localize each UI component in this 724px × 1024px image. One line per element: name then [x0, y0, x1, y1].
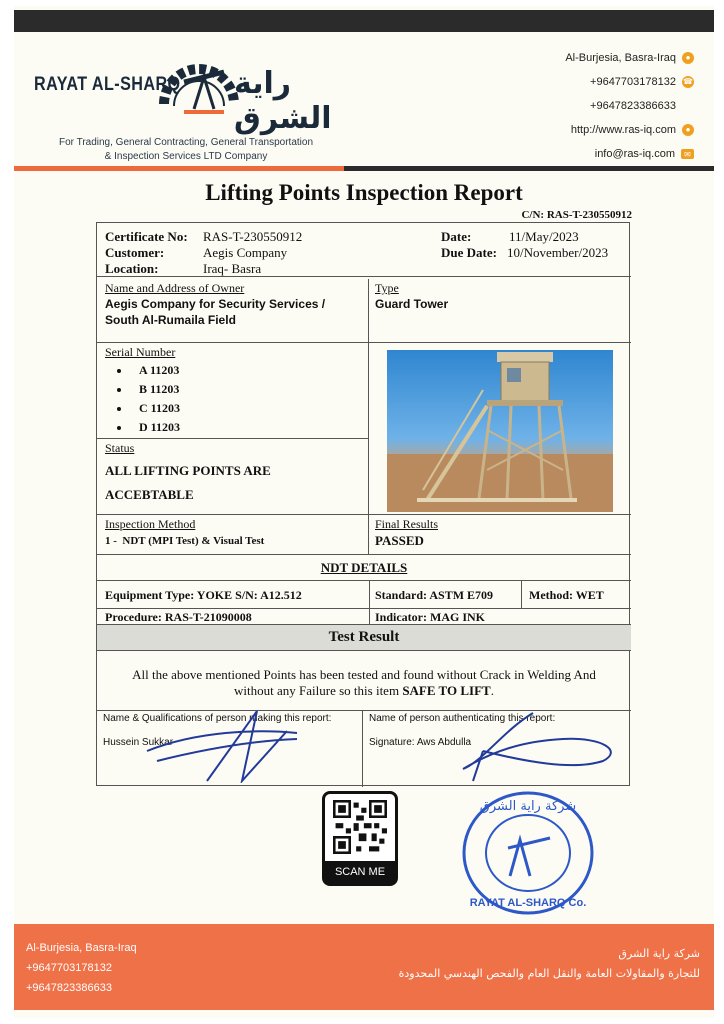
owner-line-2: South Al-Rumaila Field [105, 313, 236, 327]
final-result-cell [369, 515, 631, 555]
owner-cell [97, 279, 369, 343]
stamp-text-arabic: شركة راية الشرق [479, 799, 577, 814]
report-table [96, 222, 630, 786]
footer-phone-2: +9647823386633 [26, 982, 112, 994]
tagline-line-2: & Inspection Services LTD Company [104, 151, 268, 162]
due-date-label: Due Date: [441, 245, 497, 260]
footer-arabic-desc: للتجارة والمقاولات العامة والنقل العام والفحص الهندسي المحدودة [398, 967, 700, 980]
sig-left-name: Hussein Sukkar [103, 737, 174, 748]
type-label: Type [375, 281, 399, 295]
due-date-value: 10/November/2023 [507, 245, 609, 260]
serial-label: Serial Number [105, 345, 176, 359]
footer-bar [14, 924, 714, 1010]
test-result-header [97, 625, 631, 651]
signature-left [97, 711, 363, 787]
status-label: Status [105, 441, 135, 455]
report-title: Lifting Points Inspection Report [205, 180, 523, 205]
scan-me-label: SCAN ME [325, 861, 395, 883]
serial-item: • C 11203 [131, 399, 180, 418]
logo-text-arabic: راية الشرق [234, 66, 332, 136]
ndt-method: Method: WET [529, 588, 604, 602]
status-cell [97, 439, 369, 515]
ndt-row-1 [97, 581, 631, 609]
result-text-line-1: All the above mentioned Points has been tested and found without Crack in Welding And [132, 667, 596, 682]
guard-tower-photo [387, 350, 613, 512]
footer-arabic-name: شركة راية الشرق [618, 947, 700, 960]
ndt-row-2 [97, 609, 631, 625]
indicator: Indicator: MAG INK [375, 610, 485, 624]
type-cell [369, 279, 631, 343]
equipment-type: Equipment Type: YOKE S/N: A12.512 [105, 588, 302, 602]
procedure: Procedure: RAS-T-21090008 [105, 610, 252, 624]
sig-left-label: Name & Qualifications of person making this report: [103, 713, 332, 724]
header-divider [14, 166, 714, 172]
contact-email [464, 142, 694, 166]
mail-icon: ✉ [681, 149, 694, 159]
test-result-body: All the above mentioned Points has been tested and found without Crack in Welding And without any Failure so this item SAFE TO LIFT. [97, 651, 631, 711]
tagline-line-1: For Trading, General Contracting, General Transportation [58, 137, 314, 148]
contact-block [464, 46, 694, 166]
footer-address: Al-Burjesia, Basra-Iraq [26, 942, 137, 954]
company-logo [34, 44, 334, 134]
contact-phone-1 [464, 70, 694, 94]
type-value: Guard Tower [375, 297, 449, 311]
customer-value: Aegis Company [203, 245, 288, 260]
date-label: Date: [441, 229, 472, 244]
company-tagline [36, 136, 336, 164]
final-label: Final Results [375, 517, 439, 531]
website-link[interactable]: http://www.ras-iq.com [570, 124, 676, 136]
location-label: Location: [105, 261, 159, 276]
serial-cell [97, 343, 369, 439]
stamp-text: RAYAT AL-SHARQ Co. [469, 897, 587, 909]
phone-text-2: +9647823386633 [590, 100, 676, 112]
guard-tower-illustration [387, 350, 613, 512]
footer-arabic [399, 944, 700, 984]
method-label: Inspection Method [105, 517, 196, 531]
status-line-2: ACCEBTABLE [105, 487, 194, 502]
status-line-1: ALL LIFTING POINTS ARE [105, 463, 271, 478]
qr-code-icon [333, 800, 387, 854]
method-number: 1 - [105, 535, 117, 547]
address-text: Al-Burjesia, Basra-Iraq [565, 52, 676, 64]
qr-code-badge[interactable] [322, 791, 398, 886]
owner-label: Name and Address of Owner [105, 281, 245, 295]
certificate-label: Certificate No: [105, 229, 188, 244]
serial-item: • B 11203 [131, 380, 180, 399]
method-cell [97, 515, 369, 555]
footer-phone-1: +9647703178132 [26, 962, 112, 974]
serial-item: • A 11203 [131, 361, 180, 380]
sig-right-label: Name of person authenticating this report: [369, 713, 556, 724]
signature-right [363, 711, 631, 787]
standard: Standard: ASTM E709 [375, 588, 494, 602]
top-bar [14, 10, 714, 32]
ndt-header [97, 555, 631, 581]
certificate-page [14, 6, 714, 1018]
phone-icon: ☎ [683, 77, 693, 86]
ndt-title: NDT DETAILS [320, 560, 408, 575]
company-stamp [460, 788, 596, 918]
contact-website [464, 118, 694, 142]
date-value: 11/May/2023 [509, 229, 579, 244]
method-value: NDT (MPI Test) & Visual Test [122, 535, 265, 547]
test-result-title: Test Result [328, 629, 400, 645]
safe-to-lift: SAFE TO LIFT [402, 683, 491, 698]
phone-text-1: +9647703178132 [590, 76, 676, 88]
location-value: Iraq- Basra [203, 261, 262, 276]
signature-hussein [137, 711, 307, 783]
serial-list [131, 361, 180, 437]
contact-phone-2 [464, 94, 694, 118]
signature-aws [453, 711, 623, 787]
customer-label: Customer: [105, 245, 165, 260]
email-link[interactable]: info@ras-iq.com [594, 148, 675, 160]
certificate-info [97, 223, 631, 277]
contact-address [464, 46, 694, 70]
location-pin-icon: ● [682, 52, 694, 64]
logo-text-english: RAYAT AL-SHARQ [34, 74, 181, 95]
cn-number: C/N: RAS-T-230550912 [521, 209, 632, 221]
sig-right-name: Signature: Aws Abdulla [369, 737, 472, 748]
result-text-line-2: without any Failure so this item [234, 683, 403, 698]
serial-item: • D 11203 [131, 418, 180, 437]
certificate-value: RAS-T-230550912 [203, 229, 303, 244]
final-value: PASSED [375, 533, 424, 548]
globe-icon: ● [682, 124, 694, 136]
owner-line-1: Aegis Company for Security Services / [105, 297, 326, 311]
footer-contact [26, 938, 137, 998]
